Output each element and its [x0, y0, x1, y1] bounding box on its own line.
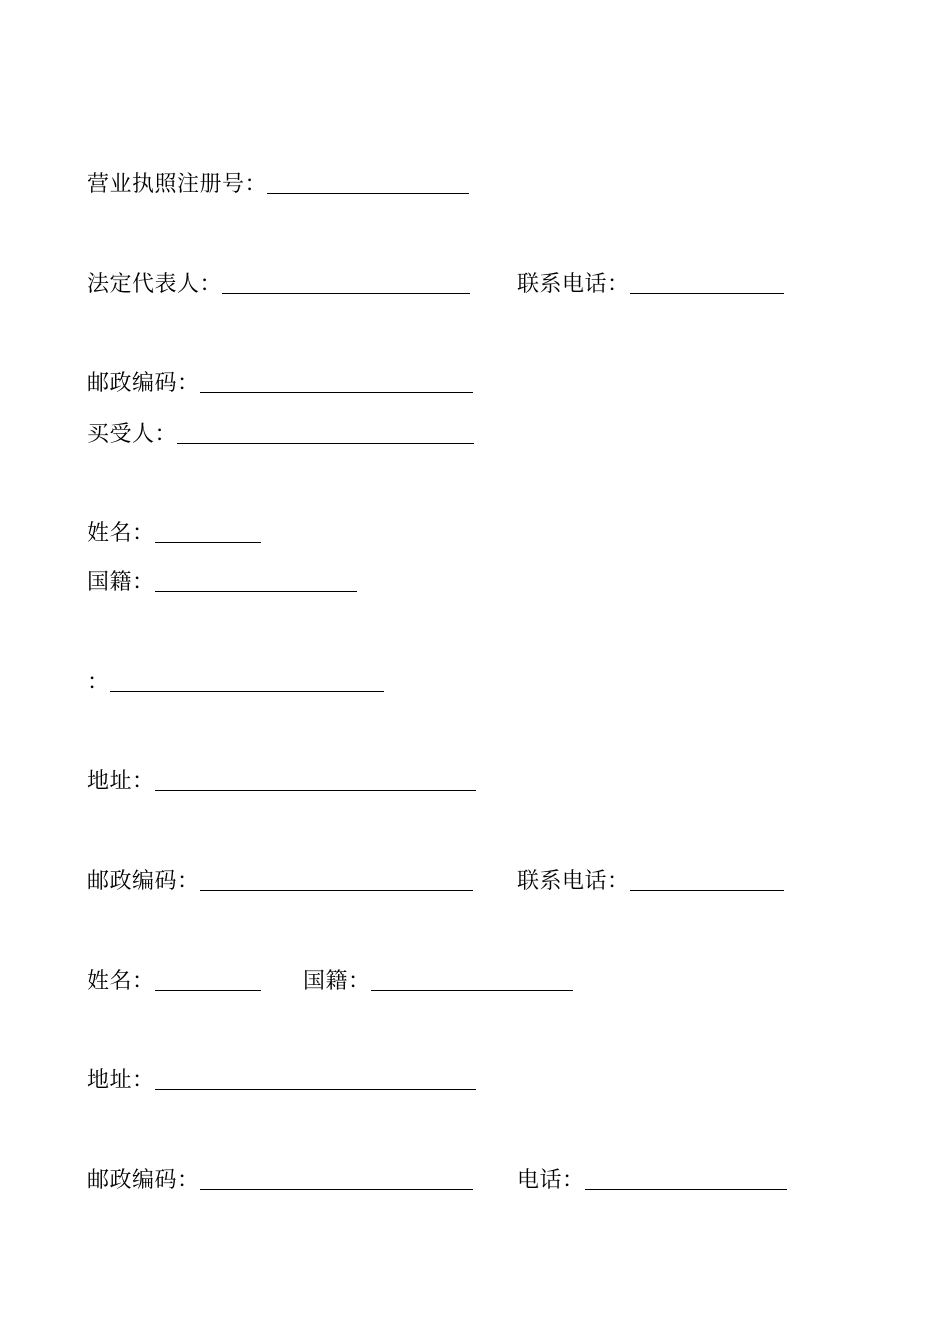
buyer1-postal-code-blank[interactable] [200, 868, 473, 891]
legal-representative-blank[interactable] [222, 271, 470, 294]
buyer2-phone-field [517, 1166, 787, 1196]
seller-postal-code-label: 邮政编码： [87, 371, 200, 396]
buyer1-postal-code-field [87, 867, 473, 897]
seller-postal-code-blank[interactable] [200, 370, 473, 393]
buyer1-name-blank[interactable] [155, 520, 261, 543]
seller-contact-phone-label: 联系电话： [517, 272, 630, 297]
legal-representative-label: 法定代表人： [87, 272, 223, 297]
seller-contact-phone-blank[interactable] [630, 271, 784, 294]
buyer2-name-field [87, 967, 261, 997]
buyer1-name-label: 姓名： [87, 521, 155, 546]
license-number-field [87, 170, 469, 200]
buyer2-nationality-label: 国籍： [303, 969, 371, 994]
buyer2-address-label: 地址： [87, 1068, 155, 1093]
buyer2-name-blank[interactable] [155, 968, 261, 991]
buyer1-nationality-blank[interactable] [155, 569, 357, 592]
legal-representative-field [87, 270, 470, 300]
buyer1-postal-code-label: 邮政编码： [87, 869, 200, 894]
buyer2-postal-code-field [87, 1166, 473, 1196]
license-number-blank[interactable] [267, 171, 469, 194]
buyer2-nationality-field [303, 967, 573, 997]
buyer1-colon-label: ： [87, 670, 110, 695]
buyer-label: 买受人： [87, 422, 178, 447]
buyer1-contact-phone-blank[interactable] [630, 868, 784, 891]
seller-contact-phone-field [517, 270, 784, 300]
license-number-label: 营业执照注册号： [87, 172, 268, 197]
buyer2-address-field [87, 1066, 476, 1096]
buyer1-address-field [87, 767, 476, 797]
buyer1-contact-phone-label: 联系电话： [517, 869, 630, 894]
seller-postal-code-field [87, 369, 473, 399]
buyer1-colon-field [87, 668, 384, 698]
buyer1-nationality-field [87, 568, 357, 598]
buyer2-name-label: 姓名： [87, 969, 155, 994]
buyer2-phone-label: 电话： [517, 1168, 585, 1193]
buyer1-colon-blank[interactable] [110, 669, 384, 692]
buyer2-postal-code-blank[interactable] [200, 1167, 473, 1190]
buyer1-nationality-label: 国籍： [87, 570, 155, 595]
buyer2-postal-code-label: 邮政编码： [87, 1168, 200, 1193]
buyer1-contact-phone-field [517, 867, 784, 897]
buyer1-address-label: 地址： [87, 769, 155, 794]
buyer1-address-blank[interactable] [155, 768, 476, 791]
buyer2-phone-blank[interactable] [585, 1167, 787, 1190]
buyer-field [87, 420, 474, 450]
buyer2-nationality-blank[interactable] [371, 968, 573, 991]
buyer2-address-blank[interactable] [155, 1067, 476, 1090]
buyer-blank[interactable] [177, 421, 474, 444]
buyer1-name-field [87, 519, 261, 549]
